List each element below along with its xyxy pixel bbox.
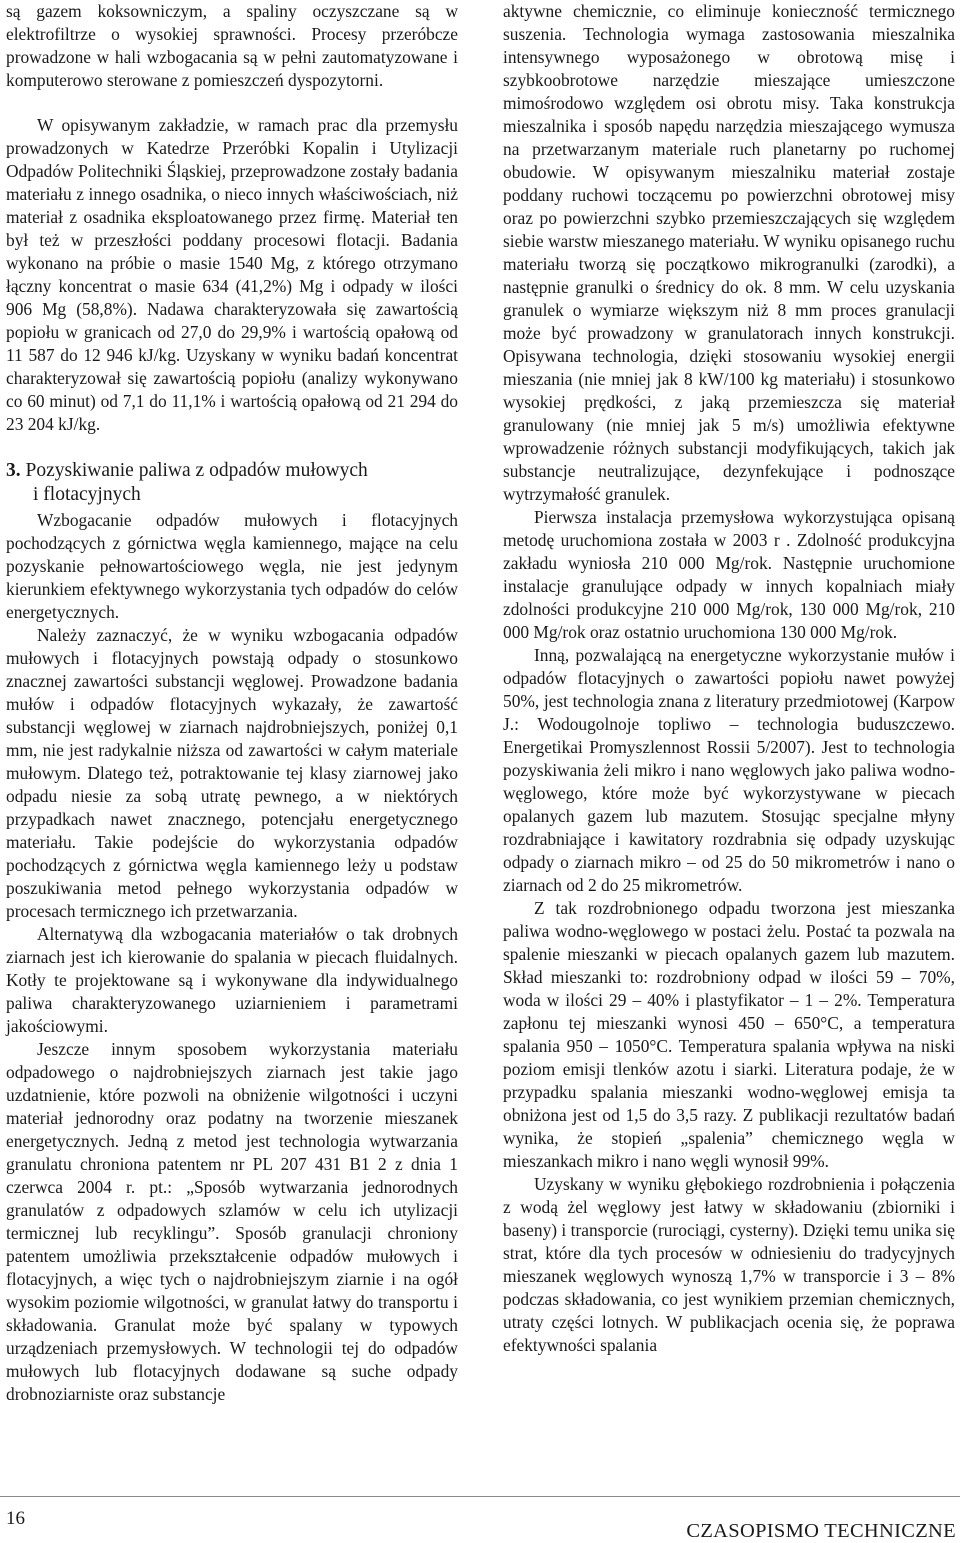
section-title-line2: i flotacyjnych <box>33 484 141 505</box>
journal-name: CZASOPISMO TECHNICZNE <box>686 1520 956 1542</box>
paragraph-gel-mixture: Z tak rozdrobnionego odpadu tworzona jest mieszanka paliwa wodno-węglowego w postaci żelu. Postać ta pozwala na spalenie mieszanki w piecach opalanych gazem lub mazutem. Skład mieszanki to: rozdrobniony odpad w ilości 59 – 70%, woda w ilości 29 – 40% i plastyfikator – 1 – 2%. Temperatura zapłonu tej mieszanki wynosi 450 – 650°C, a temperatura spalania 950 – 1050°C. Temperatura spalania wpływa na niski poziom emisji tlenków azotu i siarki. Literatura podaje, że w przypadku spalania mieszanki wodno-węglowej emisja ta obniżona jest od 1,5 do 3,5 razy. Z publikacji rezultatów badań wynika, że stopień „spalenia” chemicznego węgla w mieszankach mikro i nano węgli wynosił 99%. <box>503 898 955 1171</box>
page-number: 16 <box>6 1508 25 1529</box>
paragraph-plant-study: W opisywanym zakładzie, w ramach prac dla przemysłu prowadzonych w Katedrze Przeróbki Kopalin i Utylizacji Odpadów Politechniki Śląskiej, przeprowadzone zostały badania materiału z innego osadnika, o nieco innych właściwościach, niż materiał z osadnika eksploatowanego przez firmę. Materiał ten był też w przeszłości poddany procesowi flotacji. Badania wykonano na próbie o masie 1540 Mg, z którego otrzymano łączny koncentrat o masie 634 (41,2%) Mg i odpady w ilości 906 Mg (58,8%). Nadawa charakteryzowała się zawartością popiołu w granicach od 27,0 do 29,9% i wartością opałową od 11 587 do 12 946 kJ/kg. Uzyskany w wyniku badań koncentrat charakteryzował się zawartością popiołu (analizy wykonywano co 60 minut) od 7,1 do 11,1% i wartością opałową od 21 294 do 23 204 kJ/kg. <box>6 115 458 434</box>
section-title-line1: Pozyskiwanie paliwa z odpadów mułowych <box>25 460 368 481</box>
section-number: 3. <box>6 460 21 481</box>
paragraph-another-technology: Inną, pozwalającą na energetyczne wykorzystanie mułów i odpadów flotacyjnych o zawartości popiołu nawet powyżej 50%, jest technologia znana z literatury przedmiotowej (Karpow J.: Wodougolnoje topliwo – technologia buduszczewo. Energetikai Promyszlennost Rossii 5/2007). Jest to technologia pozyskiwania żeli mikro i nano węglowych jako paliwa wodno-węglowego, które może być wykorzystywane w piecach opalanych gazem lub mazutem. Stosując specjalne młyny rozdrabniające i kawitatory rozdrabnia się odpady uzyskując odpady o ziarnach mikro – od 25 do 50 mikrometrów i nano o ziarnach od 2 do 25 mikrometrów. <box>503 645 955 895</box>
footer-divider <box>0 1496 960 1497</box>
paragraph-other-method: Jeszcze innym sposobem wykorzystania materiału odpadowego o najdrobniejszych ziarnach jest takie jago uzdatnienie, które pozwoli na obniżenie wilgotności i uczyni materiał jednorodny oraz podatny na tworzenie mieszanek energetycznych. Jedną z metod jest technologia wytwarzania granulatu chroniona patentem nr PL 207 431 B1 2 z dnia 1 czerwca 2004 r. pt.: „Sposób wytwarzania jednorodnych granulatów z odpadowych szlamów w celu ich utylizacji termicznej lub recyklingu”. Sposób granulacji chroniony patentem umożliwia przekształcenie odpadów mułowych i flotacyjnych, a więc tych o najdrobniejszym ziarnie i na ogół wysokim poziomie wilgotności, w granulat łatwy do transportu i składowania. Granulat może być spalany w typowych urządzeniach przemysłowych. W technologii tej do odpadów mułowych lub flotacyjnych dodawane są suche odpady drobnoziarniste oraz substancje <box>6 1039 458 1404</box>
paragraph-intro: są gazem koksowniczym, a spaliny oczyszczane są w elektrofiltrze o wysokiej sprawności. Procesy przeróbcze prowadzone w hali wzbogacania są w pełni zautomatyzowane i komputerowo sterowane z pomieszczeń dyspozytorni. <box>6 1 458 90</box>
paragraph-note: Należy zaznaczyć, że w wyniku wzbogacania odpadów mułowych i flotacyjnych powstają odpady o stosunkowo znacznej zawartości substancji węglowej. Prowadzone badania mułów i odpadów flotacyjnych wykazały, że zawartość substancji węglowej w ziarnach najdrobniejszych, poniżej 0,1 mm, nie jest radykalnie niższa od zawartości w całym materiale mułowym. Dlatego też, potraktowanie tej klasy ziarnowej jako odpadu niesie za sobą utratę pewnego, a w niektórych przypadkach nawet znacznego, potencjału energetycznego materiału. Takie podejście do wykorzystania odpadów pochodzących z górnictwa węgla kamiennego leży u podstaw poszukiwania metod pełnego wykorzystania odpadów w procesach termicznego ich przetwarzania. <box>6 625 458 921</box>
paragraph-first-installation: Pierwsza instalacja przemysłowa wykorzystująca opisaną metodę uruchomiona została w 2003 r . Zdolność produkcyjna zakładu wyniosła 210 000 Mg/rok. Następnie uruchomione instalacje granulujące odpady w innych kopalniach miały zdolności produkcyjne 210 000 Mg/rok, 130 000 Mg/rok, 210 000 Mg/rok oraz ostatnio uruchomiona 130 000 Mg/rok. <box>503 507 955 642</box>
left-column <box>6 0 458 1406</box>
right-column <box>503 0 955 1357</box>
paragraph-enrichment: Wzbogacanie odpadów mułowych i flotacyjnych pochodzących z górnictwa węgla kamiennego, mające na celu pozyskanie pełnowartościowego węgla, nie jest jedynym kierunkiem efektywnego wykorzystania tych odpadów do celów energetycznych. <box>6 510 458 622</box>
paragraph-alternative: Alternatywą dla wzbogacania materiałów o tak drobnych ziarnach jest ich kierowanie do spalania w piecach fluidalnych. Kotły te projektowane są i wykonywane dla indywidualnego paliwa charakteryzowanego uziarnieniem i parametrami jakościowymi. <box>6 924 458 1036</box>
paragraph-continuation: aktywne chemicznie, co eliminuje konieczność termicznego suszenia. Technologia wymaga zastosowania mieszalnika intensywnego wyposażonego w obrotową misę i szybkoobrotowe narzędzie mieszające umieszczone mimośrodowo względem osi obrotu misy. Taka konstrukcja mieszalnika i sposób napędu narzędzia mieszającego wymusza na przetwarzanym materiale ruch planetarny po ruchomej obudowie. W opisywanym mieszalniku materiał zostaje poddany ruchowi toczącemu po powierzchni obrotowej misy oraz po powierzchni szybko przemieszczających się względem siebie warstw mieszanego materiału. W wyniku opisanego ruchu materiału tworzą się początkowo mikrogranulki (zarodki), a następnie granulki o średnicy do ok. 8 mm. W celu uzyskania granulek o wymiarze większym niż 8 mm proces granulacji może być prowadzony w granulatorach innych konstrukcji. Opisywana technologia, dzięki stosowaniu wysokiej energii mieszania (nie mniej jak 8 kW/100 kg materiału) i stosunkowo wysokiej prędkości, z jaką przemieszcza się materiał granulowany (nie mniej jak 5 m/s) umożliwia efektywne wprowadzenie różnych substancji modyfikujących, takich jak substancje neutralizujące, dezynfekujące i podnoszące wytrzymałość granulek. <box>503 1 955 504</box>
paragraph-result: Uzyskany w wyniku głębokiego rozdrobnienia i połączenia z wodą żel węglowy jest łatwy w składowaniu (zbiorniki i baseny) i transporcie (rurociągi, cysterny). Dzięki temu unika się strat, które dla tych procesów w odniesieniu do tradycyjnych mieszanek węglowych wynoszą 1,7% w transporcie i 3 – 8% podczas składowania, co jest wynikiem przemian chemicznych, utraty części lotnych. W publikacjach ocenia się, że poprawa efektywności spalania <box>503 1174 955 1355</box>
section-heading <box>6 459 458 507</box>
